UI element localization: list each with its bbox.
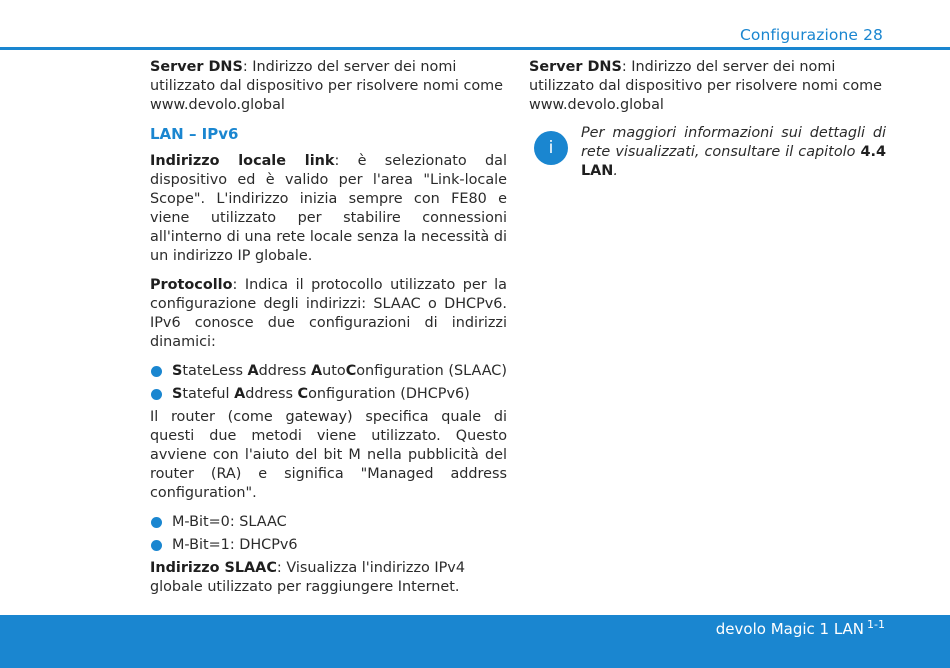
protocol-label: Protocollo <box>150 277 233 293</box>
protocol-paragraph <box>150 276 507 352</box>
dns-server-text: : Indirizzo del server dei nomi utilizzato dal dispositivo per risolvere nomi come www.devolo.global <box>150 59 504 113</box>
bullet-dot-icon <box>151 540 162 551</box>
footer-product-name: devolo Magic 1 LAN $^{1-1}$ <box>715 618 885 638</box>
info-note-text: Per maggiori informazioni sui dettagli di rete visualizzati, consultare il capitolo 4.4 LAN. <box>581 125 886 179</box>
link-local-text: : è selezionato dal dispositivo ed è valido per l'area "Link-locale Scope". L'indirizzo inizia sempre con FE80 e viene utilizzato per stabilire connessioni all'interno di una rete locale senza la necessità di un indirizzo IP globale. <box>150 153 507 264</box>
dns-server-paragraph <box>150 58 507 115</box>
section-heading-lan-ipv6: LAN – IPv6 <box>150 125 239 143</box>
dns-server-label: Server DNS <box>529 59 622 75</box>
link-local-label: Indirizzo locale link <box>150 153 335 169</box>
page-header-title: Configurazione 28 <box>739 26 883 44</box>
dns-server-paragraph <box>529 58 886 115</box>
header-rule <box>0 47 950 50</box>
dns-server-label: Server DNS <box>150 59 243 75</box>
list-item: M-Bit=0: SLAAC <box>150 513 507 532</box>
info-note <box>529 124 886 181</box>
list-item: M-Bit=1: DHCPv6 <box>150 536 507 555</box>
bullet-dot-icon <box>151 389 162 400</box>
router-paragraph: Il router (come gateway) specifica quale di questi due metodi viene utilizzato. Questo avviene con l'aiuto del bit M nella pubblicità del router (RA) e significa "Managed address configuration". <box>150 409 507 501</box>
info-icon: i <box>534 131 568 165</box>
list-item: Stateful Address Configuration (DHCPv6) <box>150 385 507 404</box>
bullet-dot-icon <box>151 366 162 377</box>
slaac-paragraph <box>150 559 507 597</box>
footer-superscript: 1-1 <box>867 618 885 631</box>
link-local-paragraph <box>150 152 507 266</box>
bullet-dot-icon <box>151 517 162 528</box>
list-item: StateLess Address AutoConfiguration (SLAAC) <box>150 362 507 381</box>
chapter-reference: 4.4 LAN <box>581 144 886 179</box>
mbit-list <box>150 513 507 555</box>
protocol-text: : Indica il protocollo utilizzato per la configurazione degli indirizzi: SLAAC o DHCPv6. IPv6 conosce due configurazioni di indirizzi dinamici: <box>150 277 507 350</box>
page-footer <box>0 615 950 668</box>
left-column <box>150 58 507 597</box>
slaac-label: Indirizzo SLAAC <box>150 560 277 576</box>
dns-server-text: : Indirizzo del server dei nomi utilizzato dal dispositivo per risolvere nomi come www.devolo.global <box>529 59 883 113</box>
protocol-list <box>150 362 507 404</box>
right-column <box>529 58 886 181</box>
slaac-text: : Visualizza l'indirizzo IPv4 globale utilizzato per raggiungere Internet. <box>150 560 465 595</box>
